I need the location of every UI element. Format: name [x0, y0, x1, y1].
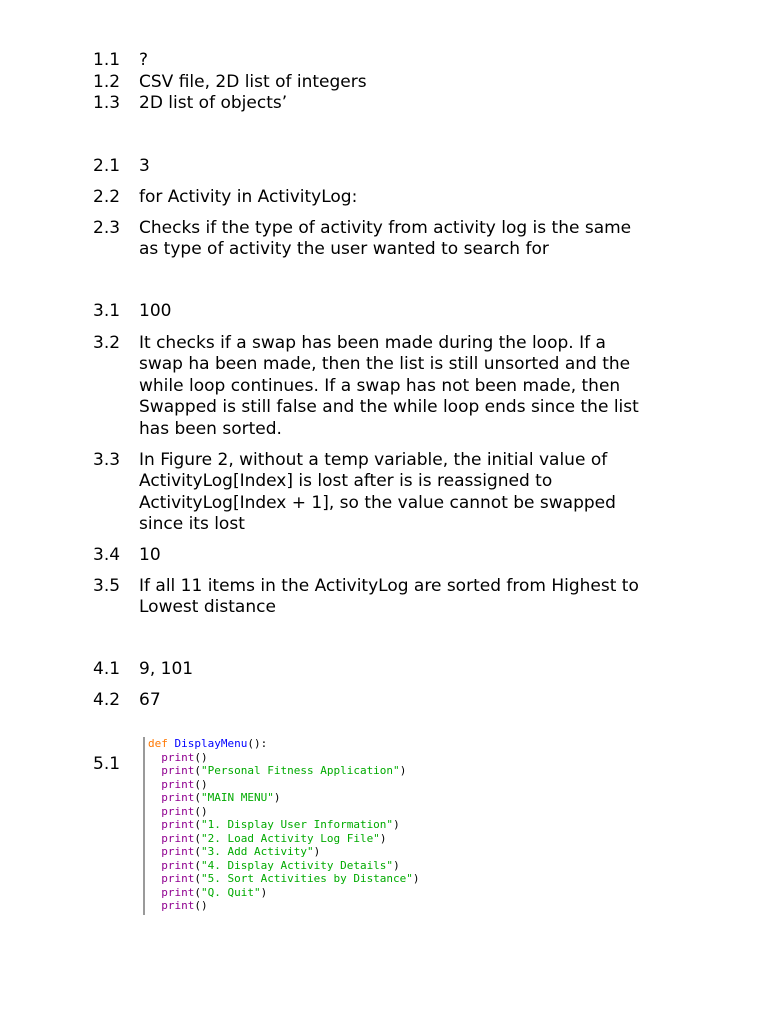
answer-line: CSV file, 2D list of integers — [139, 72, 367, 92]
answer-text — [139, 72, 679, 93]
answer-text — [139, 50, 679, 71]
answer-line: If all 11 items in the ActivityLog are sorted from Highest to — [139, 576, 639, 596]
answer-text — [139, 301, 679, 322]
code-line: print() — [161, 777, 208, 791]
print-call: print — [161, 818, 195, 831]
answer-line: 9, 101 — [139, 659, 194, 679]
answer-line: 3 — [139, 156, 150, 176]
print-call: print — [161, 872, 195, 885]
question-number: 2.2 — [93, 187, 121, 207]
print-call: print — [161, 804, 195, 818]
answer-line: Checks if the type of activity from activity log is the same — [139, 218, 632, 238]
answer-line: as type of activity the user wanted to search for — [139, 239, 549, 260]
string-literal: "MAIN MENU" — [201, 791, 274, 804]
string-literal: "Personal Fitness Application" — [201, 764, 400, 777]
question-number: 3.1 — [93, 301, 121, 321]
answer-text — [139, 545, 679, 566]
question-number: 4.2 — [93, 690, 121, 710]
question-number: 4.1 — [93, 659, 121, 679]
answer-line: Swapped is still false and the while loop ends since the list — [139, 397, 639, 418]
answer-line: ActivityLog[Index] is lost after is is reassigned to — [139, 471, 553, 492]
string-literal: "3. Add Activity" — [201, 845, 314, 858]
code-line: print("MAIN MENU") — [161, 791, 281, 804]
answer-line: ? — [139, 50, 149, 70]
question-number: 1.1 — [93, 50, 121, 70]
def-keyword: def — [148, 737, 168, 750]
code-line: print("3. Add Activity") — [161, 845, 321, 858]
question-number: 3.5 — [93, 576, 121, 596]
question-number: 1.3 — [93, 93, 121, 113]
code-line: print("2. Load Activity Log File") — [161, 831, 387, 845]
print-call: print — [161, 831, 195, 845]
print-call: print — [161, 899, 195, 912]
question-number: 3.2 — [93, 333, 121, 353]
answer-text — [139, 659, 679, 680]
answer-text — [139, 450, 679, 536]
answer-text — [139, 576, 679, 619]
question-number: 3.4 — [93, 545, 121, 565]
print-call: print — [161, 791, 195, 804]
answer-text — [139, 333, 679, 440]
code-line: print("1. Display User Information") — [161, 818, 400, 831]
answer-text — [139, 156, 679, 177]
signature-tail: (): — [247, 737, 268, 750]
code-line: print("5. Sort Activities by Distance") — [161, 872, 420, 885]
answer-line: since its lost — [139, 514, 245, 535]
answer-text — [139, 93, 679, 114]
string-literal: "4. Display Activity Details" — [201, 858, 394, 872]
answer-line: for Activity in ActivityLog: — [139, 187, 358, 207]
code-line: print() — [161, 899, 208, 912]
code-line: print() — [161, 804, 208, 818]
code-line: print("Personal Fitness Application") — [161, 764, 407, 777]
question-number: 3.3 — [93, 450, 121, 470]
string-literal: "2. Load Activity Log File" — [201, 831, 380, 845]
print-call: print — [161, 764, 195, 777]
answer-line: 100 — [139, 301, 172, 321]
answer-line: has been sorted. — [139, 418, 282, 439]
answer-line: while loop continues. If a swap has not been made, then — [139, 375, 621, 396]
print-call: print — [161, 858, 195, 872]
function-name: DisplayMenu — [174, 737, 248, 750]
print-call: print — [161, 750, 195, 764]
answer-line: In Figure 2, without a temp variable, the initial value of — [139, 450, 608, 470]
code-line: print() — [161, 750, 208, 764]
answer-line: ActivityLog[Index + 1], so the value cannot be swapped — [139, 492, 616, 513]
print-call: print — [161, 777, 195, 791]
answer-line: 67 — [139, 690, 161, 710]
question-number: 1.2 — [93, 72, 121, 92]
answer-line: swap ha been made, then the list is still unsorted and the — [139, 354, 631, 375]
print-call: print — [161, 845, 195, 858]
answer-line: 2D list of objects’ — [139, 93, 288, 113]
answer-line: It checks if a swap has been made during the loop. If a — [139, 333, 606, 353]
answer-line: 10 — [139, 545, 161, 565]
question-number: 2.3 — [93, 218, 121, 238]
string-literal: "Q. Quit" — [201, 885, 261, 899]
string-literal: "1. Display User Information" — [201, 818, 394, 831]
code-line: print("4. Display Activity Details") — [161, 858, 400, 872]
code-line: print("Q. Quit") — [161, 885, 268, 899]
code-screenshot — [143, 737, 468, 915]
string-literal: "5. Sort Activities by Distance" — [201, 872, 413, 885]
answer-text — [139, 690, 679, 711]
print-call: print — [161, 885, 195, 899]
code-line-def — [148, 737, 468, 751]
answer-text — [139, 218, 679, 261]
question-number: 5.1 — [93, 754, 121, 774]
question-number: 2.1 — [93, 156, 121, 176]
answer-text — [139, 187, 679, 208]
answer-line: Lowest distance — [139, 597, 276, 618]
